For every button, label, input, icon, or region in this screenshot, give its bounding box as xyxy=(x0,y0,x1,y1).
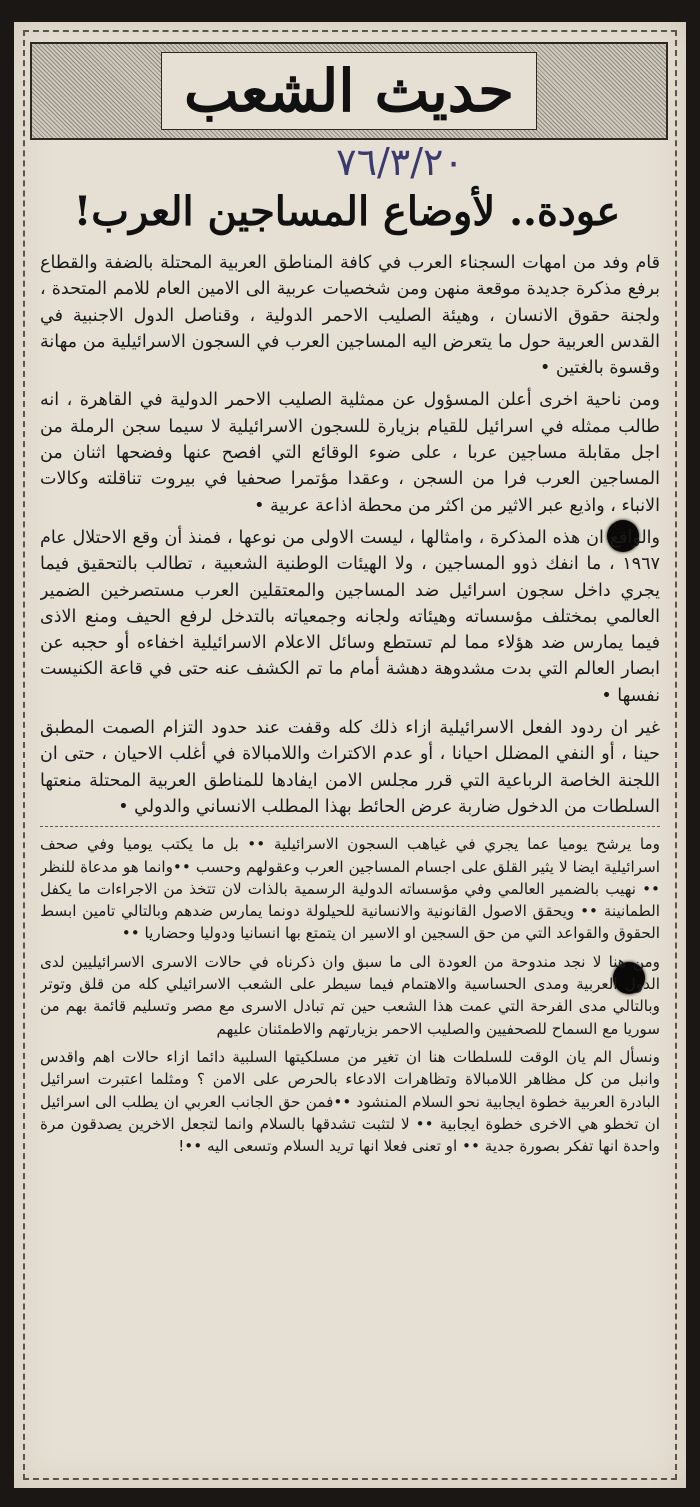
article-paragraph-small: ونسأل الم يان الوقت للسلطات هنا ان تغير من مسلكيتها السلبية دائما ازاء حالات اهم واقدس وانبل من كل مظاهر اللامبالاة وتظاهرات الادعاء بالحرص على الامن ؟ ومثلما اعتبرت اسرائيل البادرة العربية خطوة ايجابية نحو السلام المنشود ••فمن حق الجانب العربي ان يطلب الى اسرائيل ان تخطو هي الاخرى خطوة ايجابية •• لا لتثبت تشدقها بالسلام وانما لتجعل الاخرين يصدقون مرة واحدة انها تفكر بصورة جدية •• او تعنى فعلا انها تريد السلام وتسعى اليه ••! xyxy=(40,1047,660,1156)
column-title-box xyxy=(161,52,537,130)
article-body xyxy=(40,250,660,1478)
article-paragraph: ومن ناحية اخرى أعلن المسؤول عن ممثلية الصليب الاحمر الدولية في القاهرة ، انه طالب ممثله في اسرائيل للقيام بزيارة للسجون الاسرائيلية لا سيما سجن الرملة من اجل مقابلة مساجين عربا ، على ضوء الوقائع التي افصح عنها وفضحها اثنان من المساجين العرب فرا من السجن ، وعقدا مؤتمرا صحفيا في بيروت تناقلته وكالات الانباء ، واذيع عبر الاثير من اكثر من محطة اذاعة عربية • xyxy=(40,390,660,516)
column-title: حديث الشعب xyxy=(183,57,515,125)
column-header xyxy=(30,42,668,140)
article-paragraph: والواقع ان هذه المذكرة ، وامثالها ، ليست الاولى من نوعها ، فمنذ أن وقع الاحتلال عام ١٩٦٧ ، ما انفك ذوو المساجين ، ولا الهيئات الوطنية الشعبية ، تطالب بالتحقيق فيما يجري داخل سجون اسرائيل ضد المساجين والمعتقلين العرب مستصرخين الضمير العالمي بمختلف مؤسساته وهيئاته ولجانه وجمعياته بالتدخل لرفع الحيف ومنع الاذى فيما يمارس ضد هؤلاء مما لم تستطع وسائل الاعلام الاسرائيلية اخفاءه أو حجبه عن ابصار العالم التي بدت مشدوهة دهشة أمام ما تم الكشف عنه حتى في قاعة الكنيست نفسها • xyxy=(40,527,660,706)
handwritten-date: ٧٦/٣/٢٠ xyxy=(336,140,464,184)
article-paragraph-small: وما يرشح يوميا عما يجري في غياهب السجون الاسرائيلية •• بل ما يكتب يوميا وفي صحف اسرائيلية ايضا لا يثير القلق على اجسام المساجين العرب وعقولهم وحسب ••وانما هو مدعاة للنظر •• نهيب بالضمير العالمي وفي مؤسساته الدولية الرسمية بالذات لان تتخذ من الاجراءات ما يكفل الطمانينة •• ويحقق الاصول القانونية والانسانية للحيلولة دونما يمارس ضدهم وبالتالي تامين ابسط الحقوق والقواعد التي من حق السجين او الاسير ان يتمتع بها انسانيا ودوليا وحضاريا •• xyxy=(40,835,660,943)
article-paragraph: غير ان ردود الفعل الاسرائيلية ازاء ذلك كله وقفت عند حدود التزام الصمت المطبق حينا ، أو النفي المضلل احيانا ، أو عدم الاكتراث واللامبالاة في أغلب الاحيان ، حتى ان اللجنة الخاصة الرباعية التي قرر مجلس الامن ايفادها للمناطق العربية المحتلة منعتها السلطات من الدخول ضاربة عرض الحائط بهذا المطلب الانساني والدولي • xyxy=(40,718,660,817)
article-paragraph-small: ومن هنا لا نجد مندوحة من العودة الى ما سبق وان ذكرناه في حالات الاسرى الاسرائيليين لدى الدول العربية ومدى الحساسية والاهتمام فيما سيطر على الشعب الاسرائيلي كله من قلق وتوتر وبالتالي مدى الفرحة التي عمت هذا الشعب حين تم تبادل الاسرى مع مصر وتسليم قائمة بهم من سوريا مع السماح للصحفيين والصليب الاحمر بزيارتهم والاطمئنان عليهم xyxy=(40,952,660,1038)
section-divider xyxy=(40,826,660,827)
article-headline: عودة.. لأوضاع المساجين العرب! xyxy=(73,188,621,235)
article-paragraph: قام وفد من امهات السجناء العرب في كافة المناطق العربية المحتلة بالضفة والقطاع برفع مذكرة جديدة موقعة منهن ومن شخصيات عربية الى الامين العام للامم المتحدة ، ولجنة حقوق الانسان ، وهيئة الصليب الاحمر الدولية ، وقناصل الدول الاجنبية في القدس العربية حول ما يتعرض اليه المساجين العرب في السجون الاسرائيلية من مهانة وقسوة بالغتين • xyxy=(40,253,660,379)
